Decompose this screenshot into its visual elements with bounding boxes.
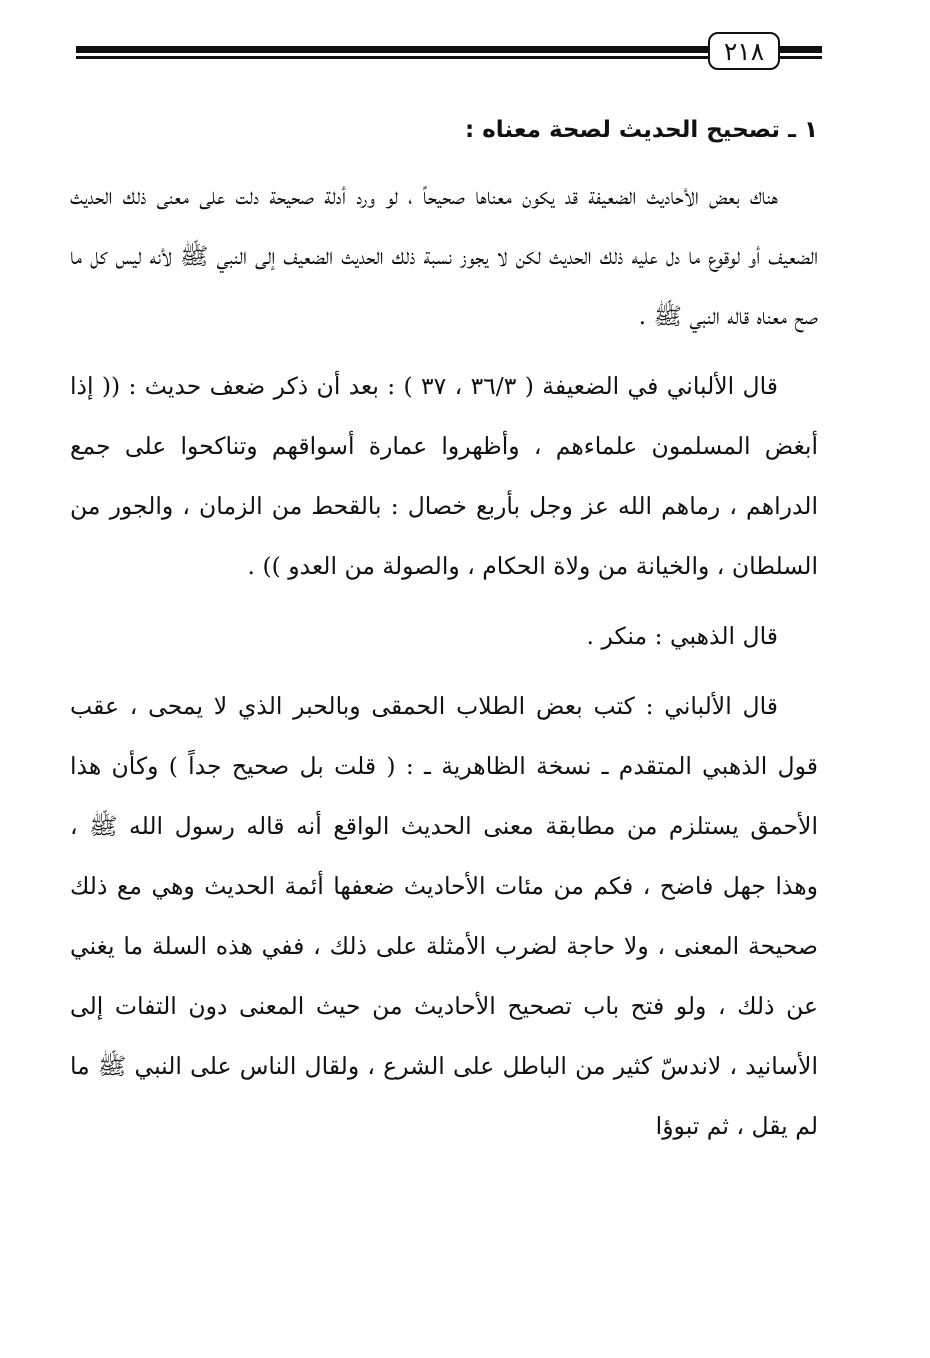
page-number: ٢١٨ [708, 32, 780, 70]
paragraph-albani-comment: قال الألباني : كتب بعض الطلاب الحمقى وبالحبر الذي لا يمحى ، عقب قول الذهبي المتقدم ـ نسخة الظاهرية ـ : ( قلت بل صحيح جداً ) وكأن هذا الأحمق يستلزم من مطابقة معنى الحديث الواقع أنه قاله رسول الله ﷺ ، وهذا جهل فاضح ، فكم من مئات الأحاديث ضعفها أئمة الحديث وهي مع ذلك صحيحة المعنى ، ولا حاجة لضرب الأمثلة على ذلك ، ففي هذه السلة ما يغني عن ذلك ، ولو فتح باب تصحيح الأحاديث من حيث المعنى دون التفات إلى الأسانيد ، لاندسّ كثير من الباطل على الشرع ، ولقال الناس على النبي ﷺ ما لم يقل ، ثم تبوؤا [70, 692, 818, 1140]
section-heading: ١ ـ تصحيح الحديث لصحة معناه : [464, 117, 818, 143]
paragraph-intro: هناك بعض الأحاديث الضعيفة قد يكون معناها صحيحاً ، لو ورد أدلة صحيحة دلت على معنى ذلك الحديث الضعيف أو لوقوع ما دل عليه ذلك الحديث لكن لا يجوز نسبة ذلك الحديث الضعيف إلى النبي ﷺ لأنه ليس كل ما صح معناه قاله النبي ﷺ . [70, 182, 818, 330]
page-header [76, 32, 822, 76]
header-rule-left [76, 46, 710, 59]
paragraph-dhahabi: قال الذهبي : منكر . [586, 622, 778, 650]
page-body [70, 110, 818, 1156]
header-rule-right [776, 46, 822, 59]
paragraph-albani-quote: قال الألباني في الضعيفة ( ٣٦/٣ ، ٣٧ ) : بعد أن ذكر ضعف حديث : (( إذا أبغض المسلمون علماءهم ، وأظهروا عمارة أسواقهم وتناكحوا على جمع الدراهم ، رماهم الله عز وجل بأربع خصال : بالقحط من الزمان ، والجور من السلطان ، والخيانة من ولاة الحكام ، والصولة من العدو )) . [70, 372, 818, 580]
